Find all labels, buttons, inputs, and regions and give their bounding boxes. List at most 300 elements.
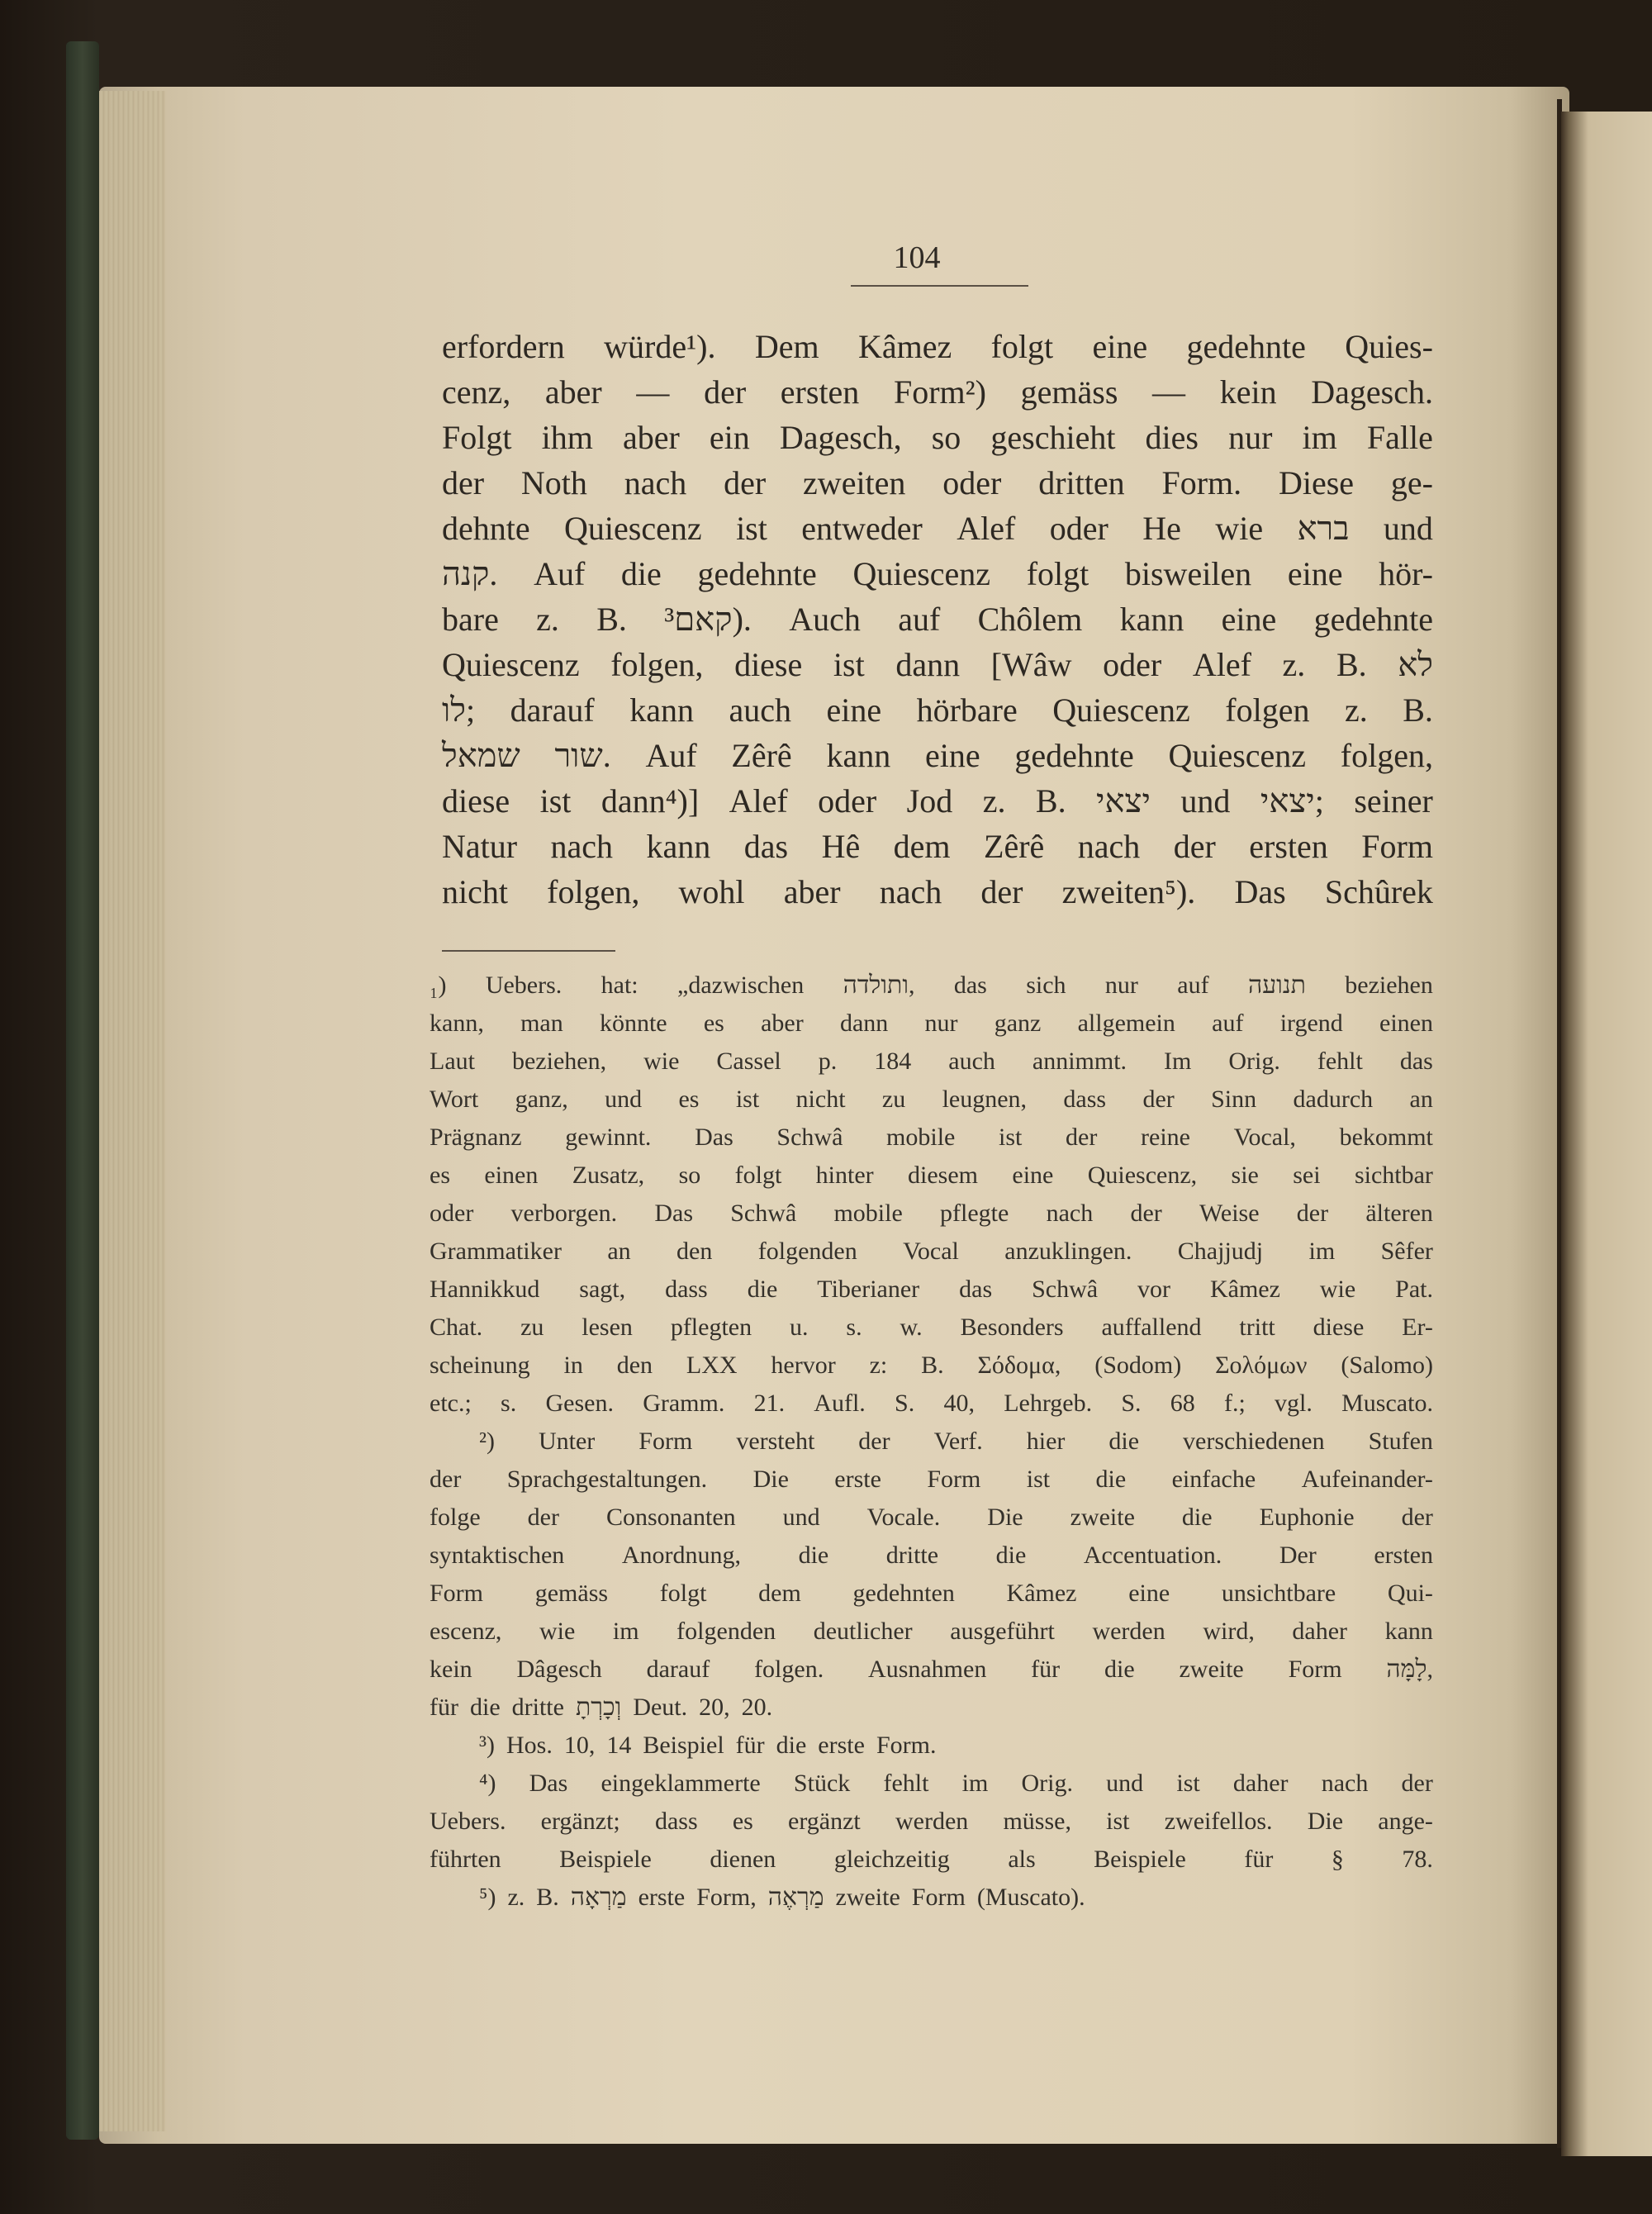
word: Beispiel bbox=[643, 1732, 724, 1759]
word: Im bbox=[1164, 1048, 1192, 1075]
word: Laut bbox=[430, 1048, 475, 1075]
word: Tiberianer bbox=[817, 1276, 920, 1303]
footnote-line bbox=[430, 1841, 1433, 1879]
word: B. bbox=[596, 601, 627, 638]
word: Schwâ bbox=[776, 1124, 843, 1151]
word: Quiescenz bbox=[564, 510, 702, 547]
word: folgt bbox=[990, 328, 1054, 365]
main-text-line bbox=[442, 324, 1433, 369]
word: Form. bbox=[1161, 464, 1242, 501]
word: Verf. bbox=[933, 1428, 983, 1455]
word: He bbox=[1142, 510, 1181, 547]
word: Dagesch. bbox=[1311, 373, 1433, 411]
word: Gesen. bbox=[545, 1390, 614, 1417]
word: dadurch bbox=[1293, 1086, 1374, 1113]
word: Grammatiker bbox=[430, 1238, 562, 1265]
word: dass bbox=[665, 1276, 708, 1303]
word: daher bbox=[1232, 1770, 1289, 1797]
word: unsichtbare bbox=[1221, 1580, 1336, 1607]
main-text-line bbox=[442, 551, 1433, 596]
word: verschiedenen bbox=[1183, 1428, 1325, 1455]
word: eine bbox=[1287, 555, 1343, 592]
word: ist bbox=[833, 646, 865, 683]
word: folgt bbox=[659, 1580, 707, 1607]
word: nach bbox=[1077, 828, 1141, 865]
word: anzuklingen. bbox=[1004, 1238, 1132, 1265]
word: es bbox=[430, 1162, 450, 1189]
word: B. bbox=[1336, 646, 1367, 683]
word: hier bbox=[1026, 1428, 1066, 1455]
word: ge- bbox=[1390, 464, 1433, 501]
word: קאם³). bbox=[664, 601, 752, 638]
word: versteht bbox=[736, 1428, 815, 1455]
word: (Salomo) bbox=[1341, 1352, 1433, 1379]
word: den bbox=[676, 1238, 713, 1265]
word: Dem bbox=[754, 328, 819, 365]
word: einen bbox=[484, 1162, 539, 1189]
word: Quiescenz bbox=[852, 555, 991, 592]
word: ²) bbox=[479, 1428, 495, 1455]
word: vor bbox=[1137, 1276, 1171, 1303]
word: die bbox=[1181, 1504, 1213, 1531]
word: die bbox=[1095, 1466, 1127, 1493]
page-stack-edges bbox=[99, 91, 165, 2131]
word: eine bbox=[924, 737, 980, 774]
word: im bbox=[1302, 419, 1337, 456]
word: ist bbox=[736, 510, 767, 547]
page-number: 104 bbox=[893, 240, 941, 275]
word: fehlt bbox=[883, 1770, 929, 1797]
word: 21. bbox=[753, 1390, 786, 1417]
word: eine bbox=[1128, 1580, 1170, 1607]
word: auf bbox=[1177, 972, 1209, 999]
word: Alef bbox=[957, 510, 1016, 547]
word: gedehnten bbox=[852, 1580, 955, 1607]
main-text-line bbox=[442, 596, 1433, 642]
word: cenz, bbox=[442, 373, 511, 411]
word: kein bbox=[1219, 373, 1277, 411]
word: Form bbox=[430, 1580, 484, 1607]
word: gemäss bbox=[1020, 373, 1118, 411]
word: gewinnt. bbox=[565, 1124, 652, 1151]
word: reine bbox=[1141, 1124, 1190, 1151]
word: Diese bbox=[1278, 464, 1355, 501]
word: dem bbox=[893, 828, 951, 865]
word: Auf bbox=[645, 737, 697, 774]
word: ist bbox=[1106, 1808, 1130, 1835]
word: Qui- bbox=[1387, 1580, 1433, 1607]
word: führten bbox=[430, 1846, 501, 1873]
word: Hannikkud bbox=[430, 1276, 540, 1303]
word: ³) bbox=[479, 1732, 495, 1759]
word: hat: bbox=[601, 972, 638, 999]
word: es bbox=[732, 1808, 753, 1835]
word: für bbox=[1244, 1846, 1274, 1873]
word: wohl bbox=[678, 873, 745, 910]
word: der bbox=[704, 373, 747, 411]
word: תנועה bbox=[1247, 972, 1306, 999]
word: hörbare bbox=[916, 691, 1018, 729]
word: werden bbox=[895, 1808, 969, 1835]
word: Alef bbox=[1192, 646, 1251, 683]
word: gemäss bbox=[534, 1580, 609, 1607]
word: nach bbox=[1046, 1200, 1094, 1227]
word: Vocal bbox=[903, 1238, 959, 1265]
word: allgemein bbox=[1077, 1010, 1175, 1037]
word: einen bbox=[1379, 1010, 1433, 1037]
footnote-line bbox=[430, 1803, 1433, 1841]
word: ihm bbox=[541, 419, 593, 456]
word: im bbox=[612, 1618, 639, 1645]
word: Deut. bbox=[633, 1694, 688, 1721]
word: Prägnanz bbox=[430, 1124, 522, 1151]
word: Form bbox=[911, 1884, 966, 1911]
word: Quiescenz bbox=[1168, 737, 1307, 774]
footnote-line bbox=[430, 967, 1433, 1005]
word: קנה. bbox=[442, 555, 498, 592]
word: Unter bbox=[538, 1428, 596, 1455]
word: Orig. bbox=[1021, 1770, 1073, 1797]
word: folgenden bbox=[676, 1618, 776, 1645]
word: zweiten bbox=[803, 464, 906, 501]
footnote-line bbox=[430, 1879, 1433, 1917]
word: מַרְאֶה bbox=[767, 1884, 824, 1911]
main-text-line bbox=[442, 824, 1433, 869]
footnote-line bbox=[430, 1689, 1433, 1727]
word: Σολόμων bbox=[1215, 1352, 1308, 1379]
word: wie bbox=[1215, 510, 1264, 547]
word: 20, bbox=[699, 1694, 730, 1721]
word: die bbox=[798, 1542, 829, 1569]
word: die bbox=[1104, 1656, 1135, 1683]
word: so bbox=[678, 1162, 701, 1189]
word: dritte bbox=[511, 1694, 564, 1721]
word: zu bbox=[881, 1086, 906, 1113]
cover-edge bbox=[66, 41, 99, 2140]
word: der bbox=[1296, 1200, 1329, 1227]
word: aber bbox=[761, 1010, 804, 1037]
word: es bbox=[678, 1086, 700, 1113]
word: der bbox=[1142, 1086, 1175, 1113]
word: entweder bbox=[801, 510, 923, 547]
word: erfordern bbox=[442, 328, 565, 365]
word: folgen, bbox=[1340, 737, 1433, 774]
word: Wort bbox=[430, 1086, 479, 1113]
footnote-line bbox=[430, 1651, 1433, 1689]
word: bisweilen bbox=[1124, 555, 1252, 592]
word: nur bbox=[1228, 419, 1273, 456]
word: nach bbox=[624, 464, 687, 501]
word: hervor bbox=[771, 1352, 836, 1379]
word: Schwâ bbox=[730, 1200, 797, 1227]
main-text-line bbox=[442, 460, 1433, 506]
word: Beispiele bbox=[1094, 1846, 1186, 1873]
word: dann bbox=[895, 646, 961, 683]
word: auffallend bbox=[1101, 1314, 1202, 1341]
word: Besonders bbox=[960, 1314, 1064, 1341]
word: וְכָרְתָ bbox=[575, 1694, 622, 1721]
word: oder bbox=[1049, 510, 1108, 547]
word: Quiescenz bbox=[1052, 691, 1190, 729]
word: ein bbox=[709, 419, 750, 456]
word: annimmt. bbox=[1032, 1048, 1127, 1075]
word: zu bbox=[520, 1314, 544, 1341]
word: Cassel bbox=[716, 1048, 781, 1075]
word: ersten bbox=[1374, 1542, 1433, 1569]
word: eingeklammerte bbox=[601, 1770, 761, 1797]
word: S. bbox=[895, 1390, 915, 1417]
word: zweite bbox=[1179, 1656, 1244, 1683]
word: nach bbox=[550, 828, 614, 865]
word: B. bbox=[1035, 782, 1066, 820]
word: Aufl. bbox=[814, 1390, 866, 1417]
word: eine bbox=[1221, 601, 1277, 638]
word: kann bbox=[629, 691, 694, 729]
word: darauf bbox=[510, 691, 595, 729]
word: zweiten⁵). bbox=[1061, 873, 1196, 910]
word: vgl. bbox=[1275, 1390, 1313, 1417]
word: Lehrgeb. bbox=[1004, 1390, 1093, 1417]
word: Σόδομα, bbox=[977, 1352, 1061, 1379]
word: Die bbox=[1307, 1808, 1344, 1835]
word: Consonanten bbox=[605, 1504, 736, 1531]
footnote-line bbox=[430, 1537, 1433, 1575]
main-text-line bbox=[442, 733, 1433, 778]
word: der bbox=[1066, 1124, 1098, 1151]
word: ⁵) bbox=[479, 1884, 496, 1911]
word: wie bbox=[643, 1048, 680, 1075]
word: dann bbox=[839, 1010, 889, 1037]
word: eine bbox=[1092, 328, 1148, 365]
word: Quies- bbox=[1345, 328, 1433, 365]
word: bare bbox=[442, 601, 499, 638]
word: erste bbox=[638, 1884, 686, 1911]
word: ergänzt bbox=[788, 1808, 861, 1835]
main-text-line bbox=[442, 369, 1433, 415]
word: Der bbox=[1279, 1542, 1317, 1569]
main-text-line bbox=[442, 415, 1433, 460]
word: den bbox=[616, 1352, 653, 1379]
footnote-line bbox=[430, 1575, 1433, 1613]
word: ergänzt; bbox=[540, 1808, 620, 1835]
word: zweite bbox=[835, 1884, 900, 1911]
word: hör- bbox=[1379, 555, 1433, 592]
word: sei bbox=[1293, 1162, 1321, 1189]
word: w. bbox=[900, 1314, 923, 1341]
word: der bbox=[1173, 828, 1216, 865]
word: Euphonie bbox=[1259, 1504, 1355, 1531]
word: oder bbox=[1103, 646, 1162, 683]
word: man bbox=[520, 1010, 563, 1037]
word: deutlicher bbox=[813, 1618, 913, 1645]
footnote-separator bbox=[442, 950, 615, 952]
word: Chajjudj bbox=[1177, 1238, 1264, 1265]
footnote-line bbox=[430, 1157, 1433, 1195]
word: 68 bbox=[1170, 1390, 1195, 1417]
main-text-line bbox=[442, 642, 1433, 687]
word: Dâgesch bbox=[516, 1656, 602, 1683]
word: eine bbox=[826, 691, 882, 729]
word: nur bbox=[1104, 972, 1138, 999]
main-text-line bbox=[442, 778, 1433, 824]
word: Form²) bbox=[893, 373, 986, 411]
word: Jod bbox=[906, 782, 953, 820]
word: 78. bbox=[1402, 1846, 1433, 1873]
word: Alef bbox=[729, 782, 788, 820]
word: der bbox=[430, 1466, 462, 1493]
word: oder bbox=[818, 782, 877, 820]
word: Aufeinander- bbox=[1301, 1466, 1433, 1493]
word: Form. bbox=[876, 1732, 937, 1759]
word: לו; bbox=[442, 691, 476, 729]
word: z. bbox=[507, 1884, 525, 1911]
word: ange- bbox=[1378, 1808, 1433, 1835]
footnote-line bbox=[430, 1461, 1433, 1499]
word: sie bbox=[1231, 1162, 1259, 1189]
word: wie bbox=[1319, 1276, 1356, 1303]
word: Pat. bbox=[1395, 1276, 1433, 1303]
word: nach bbox=[1321, 1770, 1369, 1797]
word: § bbox=[1331, 1846, 1344, 1873]
word: z. bbox=[982, 782, 1006, 820]
word: Noth bbox=[520, 464, 587, 501]
word: ganz, bbox=[515, 1086, 568, 1113]
word: folgen, bbox=[547, 873, 640, 910]
word: s. bbox=[501, 1390, 517, 1417]
word: Dagesch, bbox=[779, 419, 902, 456]
word: dass bbox=[654, 1808, 698, 1835]
word: dem bbox=[758, 1580, 801, 1607]
word: tritt bbox=[1239, 1314, 1275, 1341]
word: beziehen, bbox=[511, 1048, 607, 1075]
footnote-line bbox=[430, 1081, 1433, 1119]
word: einfache bbox=[1171, 1466, 1256, 1493]
word: pflegten bbox=[670, 1314, 752, 1341]
word: Hos. bbox=[506, 1732, 553, 1759]
word: kann bbox=[1384, 1618, 1433, 1645]
word: das bbox=[953, 972, 987, 999]
word: ist bbox=[735, 1086, 760, 1113]
word: Das bbox=[529, 1770, 568, 1797]
word: Sinn bbox=[1211, 1086, 1257, 1113]
word: beziehen bbox=[1345, 972, 1433, 999]
word: geschieht bbox=[990, 419, 1116, 456]
main-text bbox=[442, 324, 1433, 915]
word: z. bbox=[536, 601, 559, 638]
word: in bbox=[563, 1352, 583, 1379]
word: seiner bbox=[1354, 782, 1433, 820]
word: folgen, bbox=[610, 646, 704, 683]
footnote-line bbox=[430, 1119, 1433, 1157]
word: 40, bbox=[943, 1390, 975, 1417]
word: das bbox=[959, 1276, 993, 1303]
word: ganz bbox=[994, 1010, 1042, 1037]
word: u. bbox=[790, 1314, 809, 1341]
word: fehlt bbox=[1317, 1048, 1363, 1075]
word: לָמָּה, bbox=[1386, 1656, 1433, 1683]
word: und bbox=[782, 1504, 820, 1531]
word: leugnen, bbox=[942, 1086, 1028, 1113]
word: die bbox=[747, 1276, 778, 1303]
word: nicht bbox=[795, 1086, 846, 1113]
word: Form bbox=[1361, 828, 1433, 865]
word: für bbox=[1031, 1656, 1061, 1683]
word: 14 bbox=[606, 1732, 632, 1759]
word: z. bbox=[1282, 646, 1306, 683]
word: Stufen bbox=[1368, 1428, 1433, 1455]
word: Anordnung, bbox=[621, 1542, 742, 1569]
word: Hê bbox=[821, 828, 861, 865]
word: ist bbox=[1176, 1770, 1200, 1797]
main-text-line bbox=[442, 506, 1433, 551]
word: Natur bbox=[442, 828, 518, 865]
word: eine bbox=[1012, 1162, 1054, 1189]
word: bekommt bbox=[1339, 1124, 1433, 1151]
word: nach bbox=[879, 873, 942, 910]
word: pflegte bbox=[940, 1200, 1009, 1227]
word: folgt bbox=[1026, 555, 1089, 592]
word: irgend bbox=[1279, 1010, 1343, 1037]
word: aber bbox=[544, 373, 602, 411]
word: nicht bbox=[442, 873, 508, 910]
word: dass bbox=[1063, 1086, 1107, 1113]
word: ₁) bbox=[430, 972, 447, 999]
word: lesen bbox=[582, 1314, 633, 1341]
word: folgen. bbox=[754, 1656, 824, 1683]
word: לא bbox=[1398, 646, 1433, 683]
word: (Sodom) bbox=[1094, 1352, 1182, 1379]
word: es bbox=[703, 1010, 724, 1037]
word: 184 bbox=[874, 1048, 912, 1075]
word: scheinung bbox=[430, 1352, 530, 1379]
word: als bbox=[1008, 1846, 1036, 1873]
word: dehnte bbox=[442, 510, 530, 547]
footnote-line bbox=[430, 1043, 1433, 1081]
word: z: bbox=[869, 1352, 888, 1379]
word: ist bbox=[539, 782, 572, 820]
word: würde¹). bbox=[604, 328, 716, 365]
word: Schwâ bbox=[1032, 1276, 1099, 1303]
word: und bbox=[605, 1086, 643, 1113]
word: diesem bbox=[908, 1162, 979, 1189]
word: an bbox=[1409, 1086, 1433, 1113]
word: der bbox=[1401, 1770, 1433, 1797]
word: Auf bbox=[534, 555, 586, 592]
word: Quiescenz, bbox=[1087, 1162, 1198, 1189]
word: יצאי; bbox=[1260, 782, 1324, 820]
word: der bbox=[858, 1428, 890, 1455]
word: Zusatz, bbox=[572, 1162, 645, 1189]
word: älteren bbox=[1365, 1200, 1433, 1227]
word: dann⁴)] bbox=[601, 782, 700, 820]
word: sichtbar bbox=[1354, 1162, 1433, 1189]
page-number-rule bbox=[851, 285, 1028, 287]
word: kann bbox=[1119, 601, 1184, 638]
word: nur bbox=[924, 1010, 958, 1037]
word: Kâmez bbox=[857, 328, 952, 365]
word: ⁴) bbox=[479, 1770, 496, 1797]
word: escenz, bbox=[430, 1618, 502, 1645]
footnotes bbox=[430, 967, 1433, 1917]
word: der bbox=[980, 873, 1023, 910]
word: für bbox=[735, 1732, 765, 1759]
word: ist bbox=[1026, 1466, 1051, 1493]
word: erste bbox=[818, 1732, 865, 1759]
word: Vocal, bbox=[1233, 1124, 1296, 1151]
word: B. bbox=[1403, 691, 1433, 729]
word: Uebers. bbox=[485, 972, 563, 999]
word: שור. bbox=[554, 737, 611, 774]
